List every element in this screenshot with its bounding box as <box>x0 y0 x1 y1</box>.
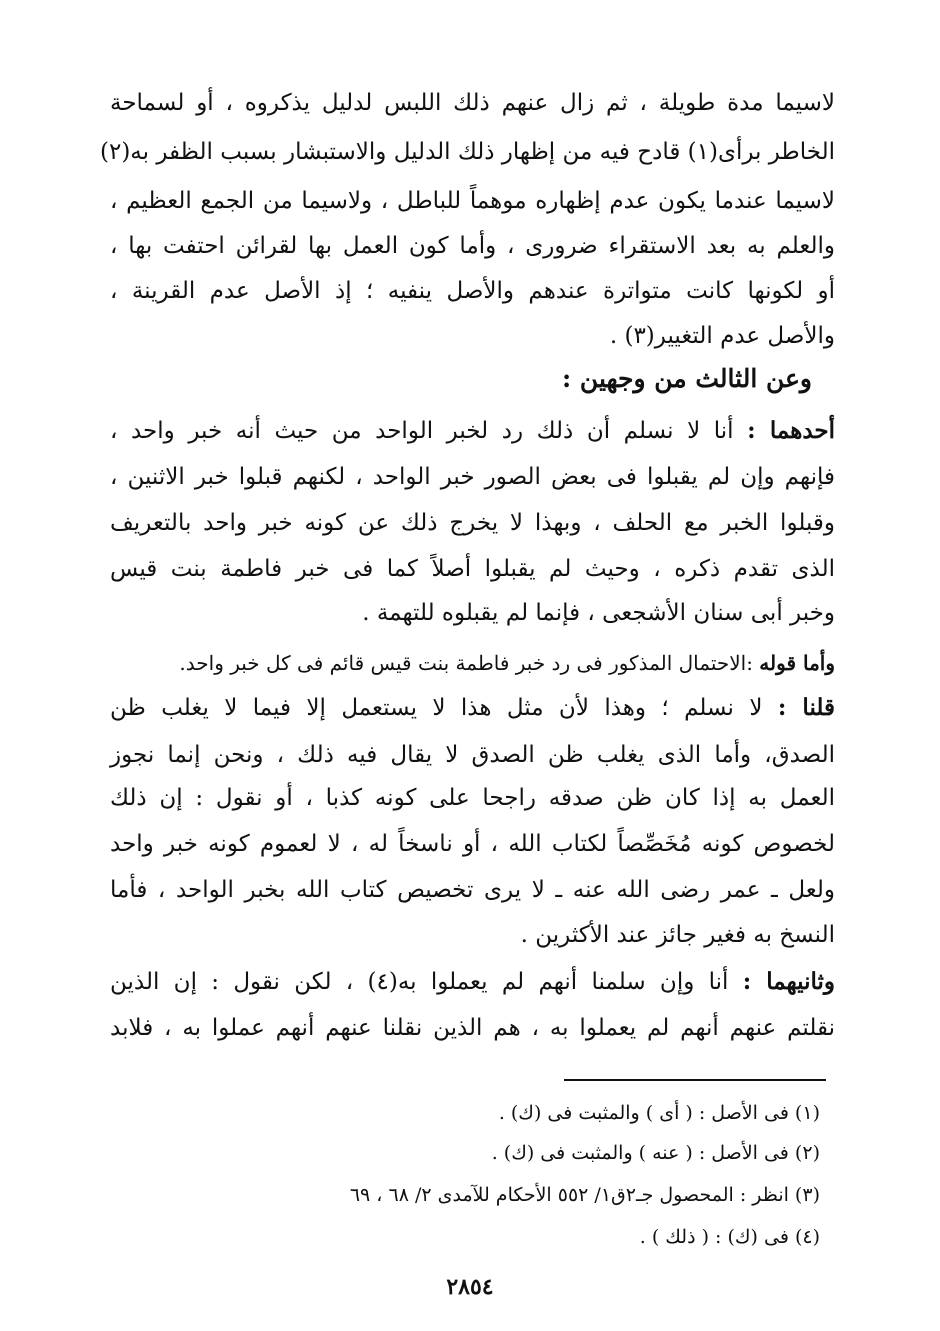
text-line: وقبلوا الخبر مع الحلف ، وبهذا لا يخرج ذلك عن كونه خبر واحد بالتعريف <box>110 510 835 536</box>
text-line <box>110 648 835 678</box>
text-span: :الاحتمال المذكور فى رد خبر فاطمة بنت قيس قائم فى كل خبر واحد. <box>179 651 753 675</box>
text-line: لاسيما عندما يكون عدم إظهاره موهماً للباطل ، ولاسيما من الجمع العظيم ، <box>110 188 835 214</box>
text-line <box>110 967 835 997</box>
text-span: أنا لا نسلم أن ذلك رد لخبر الواحد من حيث أنه خبر واحد ، <box>110 418 734 444</box>
text-line: الذى تقدم ذكره ، وحيث لم يقبلوا أصلاً كما فى خبر فاطمة بنت قيس <box>110 556 835 582</box>
section-heading: وعن الثالث من وجهين : <box>562 364 812 393</box>
footnote: (٢) فى الأصل : ( عنه ) والمثبت فى (ك) . <box>491 1142 820 1164</box>
text-line: الخاطر برأى(١) قادح فيه من إظهار ذلك الدليل والاستبشار بسبب الظفر به(٢) <box>99 139 835 165</box>
text-line: نقلتم عنهم أنهم لم يعملوا به ، هم الذين نقلنا عنهم أنهم عملوا به ، فلابد <box>110 1015 835 1041</box>
text-line: الصدق، وأما الذى يغلب ظن الصدق لا يقال فيه ذلك ، ونحن إنما نجوز <box>110 742 835 768</box>
text-span: لا نسلم ؛ وهذا لأن مثل هذا لا يستعمل إلا فيما لا يغلب ظن <box>110 695 763 721</box>
text-line: وخبر أبى سنان الأشجعى ، فإنما لم يقبلوه للتهمة . <box>362 600 835 626</box>
footnote-divider <box>564 1079 826 1081</box>
text-line: لخصوص كونه مُخَصِّصاً لكتاب الله ، أو ناسخاً له ، لا لعموم كونه خبر واحد <box>110 831 835 857</box>
text-line <box>110 416 835 446</box>
text-line: فإنهم وإن لم يقبلوا فى بعض الصور خبر الواحد ، لكنهم قبلوا خبر الاثنين ، <box>110 464 835 490</box>
text-line: والأصل عدم التغيير(٣) . <box>609 323 835 349</box>
lead-word: وأما قوله <box>759 651 835 675</box>
footnote: (١) فى الأصل : ( أى ) والمثبت فى (ك) . <box>498 1102 820 1124</box>
lead-word: وثانيهما : <box>742 968 835 995</box>
text-line: العمل به إذا كان ظن صدقه راجحا على كونه كذبا ، أو نقول : إن ذلك <box>110 785 835 811</box>
text-line: ولعل ـ عمر رضى الله عنه ـ لا يرى تخصيص كتاب الله بخبر الواحد ، فأما <box>110 877 835 903</box>
text-line: النسخ به فغير جائز عند الأكثرين . <box>520 922 835 948</box>
text-line: لاسيما مدة طويلة ، ثم زال عنهم ذلك اللبس لدليل يذكروه ، أو لسماحة <box>110 90 835 116</box>
lead-word: قلنا : <box>777 694 835 721</box>
text-line <box>110 693 835 723</box>
text-span: أنا وإن سلمنا أنهم لم يعملوا به(٤) ، لكن نقول : إن الذين <box>110 969 729 995</box>
text-line: والعلم به بعد الاستقراء ضرورى ، وأما كون العمل بها لقرائن احتفت بها ، <box>110 233 835 259</box>
page-number: ٢٨٥٤ <box>446 1274 494 1300</box>
footnote: (٣) انظر : المحصول جـ٢ق١/ ٥٥٢ الأحكام للآمدى ٢/ ٦٨ ، ٦٩ <box>349 1184 820 1206</box>
lead-word: أحدهما : <box>747 417 836 444</box>
footnote: (٤) فى (ك) : ( ذلك ) . <box>639 1226 820 1248</box>
text-line: أو لكونها كانت متواترة عندهم والأصل ينفيه ؛ إذ الأصل عدم القرينة ، <box>110 278 835 304</box>
